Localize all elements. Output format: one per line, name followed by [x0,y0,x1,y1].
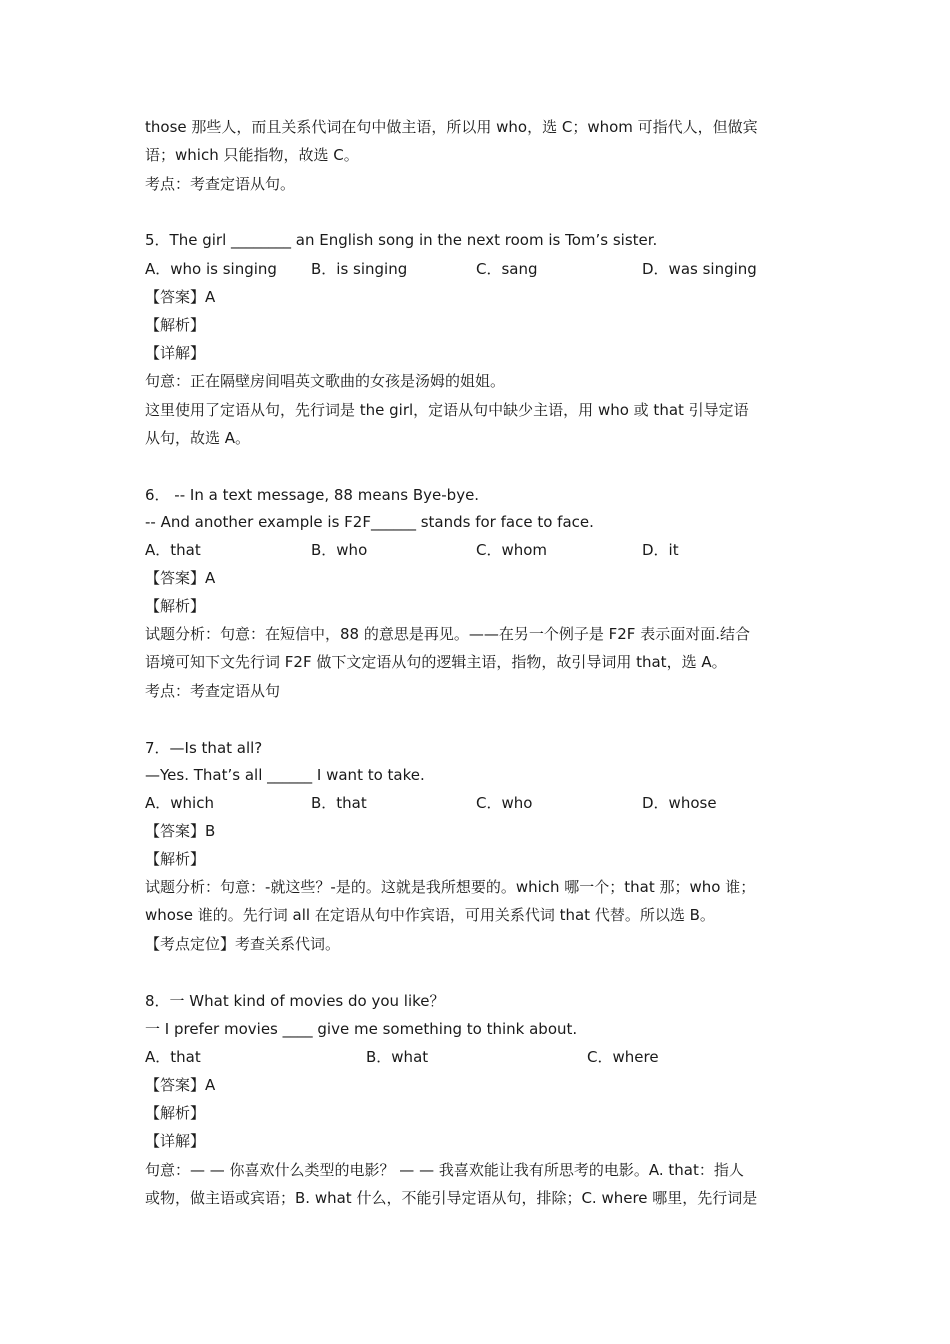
answer-label: 【答案】B [145,822,216,840]
option-a: A．which [145,794,214,812]
question-6-text: 6． -- In a text message, 88 means Bye-bye. [145,486,480,504]
question-8-options [145,1047,805,1067]
test-point: 考点：考查定语从句。 [145,175,296,193]
question-7-options [145,793,805,813]
option-b: B．that [311,794,367,812]
question-7-text: 7．—Is that all? [145,739,263,757]
explanation-line: whose 谁的。先行词 all 在定语从句中作宾语，可用关系代词 that 代替。所以选 B。 [145,906,715,924]
sentence-meaning: 句意：正在隔壁房间唱英文歌曲的女孩是汤姆的姐姐。 [145,372,506,390]
answer-label: 【答案】A [145,569,216,587]
option-c: C．where [587,1048,659,1066]
analysis-label: 【解析】 [145,597,206,615]
answer-label: 【答案】A [145,288,216,306]
option-a: A．that [145,541,201,559]
question-8-text: 一 I prefer movies ____ give me something to think about. [145,1020,578,1038]
explanation-line: 语境可知下文先行词 F2F 做下文定语从句的逻辑主语，指物，故引导词用 that，选 A。 [145,653,727,671]
explanation-line: those 那些人，而且关系代词在句中做主语，所以用 who，选 C；whom 可指代人，但做宾 [145,118,758,136]
question-8-text: 8．一 What kind of movies do you like？ [145,992,445,1010]
option-c: C．sang [476,260,538,278]
answer-label: 【答案】A [145,1076,216,1094]
analysis-label: 【解析】 [145,850,206,868]
test-point: 【考点定位】考查关系代词。 [145,935,341,953]
option-c: C．whom [476,541,548,559]
option-d: D．whose [642,794,717,812]
question-5-text: 5．The girl ________ an English song in the next room is Tom’s sister. [145,231,658,249]
option-d: D．was singing [642,260,757,278]
test-point: 考点：考查定语从句 [145,682,281,700]
analysis-label: 【解析】 [145,1104,206,1122]
question-6-text: -- And another example is F2F______ stands for face to face. [145,513,594,531]
option-b: B．who [311,541,368,559]
question-7-text: —Yes. That’s all ______ I want to take. [145,766,425,784]
option-b: B．is singing [311,260,408,278]
option-c: C．who [476,794,533,812]
explanation-line: 试题分析：句意：-就这些？-是的。这就是我所想要的。which 哪一个；that 那；who 谁； [145,878,756,896]
explanation-line: 句意：— — 你喜欢什么类型的电影？ — — 我喜欢能让我有所思考的电影。A. that：指人 [145,1161,744,1179]
option-b: B．what [366,1048,429,1066]
option-d: D．it [642,541,679,559]
explanation-line: 语；which 只能指物，故选 C。 [145,146,359,164]
explanation-line: 这里使用了定语从句，先行词是 the girl，定语从句中缺少主语，用 who 或 that 引导定语 [145,401,749,419]
question-5-options [145,259,805,279]
explanation-line: 从句，故选 A。 [145,429,251,447]
detail-label: 【详解】 [145,1132,206,1150]
option-a: A．who is singing [145,260,277,278]
question-6-options [145,540,805,560]
explanation-line: 或物，做主语或宾语；B. what 什么，不能引导定语从句，排除；C. where 哪里，先行词是 [145,1189,758,1207]
detail-label: 【详解】 [145,344,206,362]
explanation-line: 试题分析：句意：在短信中，88 的意思是再见。——在另一个例子是 F2F 表示面对面.结合 [145,625,750,643]
option-a: A．that [145,1048,201,1066]
analysis-label: 【解析】 [145,316,206,334]
